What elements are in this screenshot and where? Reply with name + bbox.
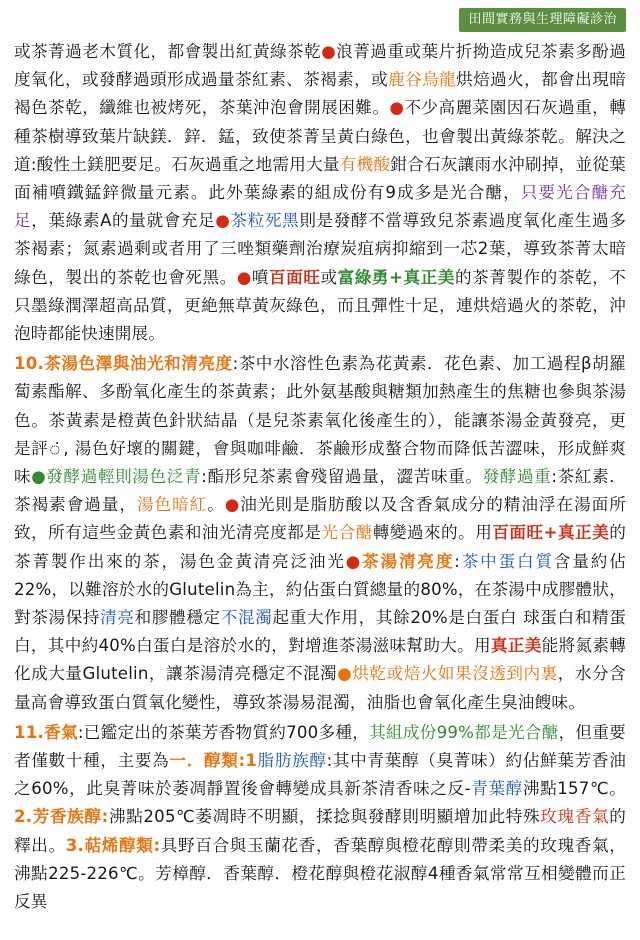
text-run: 10.	[14, 354, 44, 374]
text-run: 白，其中約40%白蛋白是溶於水的，對增進茶湯滋味幫助大。用	[14, 636, 491, 656]
text-run: 過度氧化，或發酵過頭形成過量茶紅素、茶褐素，或	[14, 42, 626, 90]
text-run: 茶粒死黑	[230, 211, 300, 231]
text-run: 起重大作用，其餘20%是白蛋白 球蛋白和精蛋	[272, 608, 627, 628]
text-run: 湯色暗紅	[136, 495, 208, 515]
text-run: ●	[321, 42, 337, 61]
text-run: 茶紅素．茶褐素會過量，	[14, 467, 626, 515]
text-run: 只要	[520, 183, 557, 203]
text-run: 具野百合與玉蘭花香，香葉醇與橙花醇則帶柔美的玫瑰香氣，沸	[14, 835, 626, 883]
text-run: 沸點205℃萎凋時不明顯，揉捻與發酵則明顯增加此特殊	[108, 807, 541, 827]
text-run: 烘焙過火，都會出	[456, 70, 593, 90]
text-run: ，葉綠素A的量就會充足	[31, 211, 216, 231]
text-run: 茶湯清亮度	[362, 551, 455, 571]
text-run: 則是發酵不當導致兒茶素過度氧化	[299, 211, 558, 231]
text-run: 烘乾或焙火如果沒透到内裏	[352, 664, 558, 684]
text-run: 不混濁	[220, 608, 273, 628]
text-run: 油光則是脂肪酸以及含香氣成分的精油浮在	[240, 495, 575, 515]
text-run: 現暗褐色茶乾，纖維也被烤死，茶葉沖泡會開展困難。	[14, 70, 626, 118]
text-run: 茶中蛋白質	[460, 551, 554, 571]
text-run: 或	[320, 267, 338, 287]
text-run: 或茶菁過老木質化，都會製出紅黃綠茶乾	[14, 42, 322, 61]
text-run: ●	[224, 495, 241, 515]
text-run: ，水分含	[557, 664, 626, 684]
text-run: 湯面所致，所有這些金黃色素和油光清亮度都是	[14, 495, 626, 543]
text-run: ●	[337, 664, 353, 684]
text-run: 者僅數十種，主要為	[14, 751, 170, 771]
text-run: 11.	[14, 722, 44, 742]
text-run: 產生過多茶褐素；氮素過剩或者用了三唑類藥劑治療炭疽病抑縮到一芯2葉，導致	[14, 211, 626, 259]
text-run: 成鮮爽味	[14, 438, 626, 487]
text-run: 重，轉種茶樹導致葉片缺鎂．鋅．錳，致使茶菁呈黃白綠色，也會製出黃綠茶乾。	[14, 98, 626, 146]
text-run: 的茶菁製作出來的茶，湯色金黃清亮泛油光	[14, 523, 626, 571]
text-run: 2.芳香族醇:	[14, 807, 109, 827]
text-run: 化成大量Glutelin，讓茶湯清亮穩定不混濁	[14, 664, 338, 684]
text-run: 量高會導致蛋白質氧化變性，導致茶湯易混濁，油脂也會氧化產生臭油餿味。	[14, 692, 585, 712]
text-run: 能將氮素轉	[541, 636, 627, 656]
text-run: 掉，並從葉面補噴鐵錳鋅微量元素。此外葉綠素的組成份有9成多是光合醣，	[14, 154, 626, 203]
text-run: 含量約	[553, 551, 610, 571]
text-run: 的釋	[14, 807, 626, 855]
text-run: 和膠體穩定	[134, 608, 221, 628]
text-run: :	[454, 551, 461, 571]
text-run: ●	[345, 551, 363, 571]
text-run: 出。	[31, 835, 66, 855]
text-run: 百面旺	[269, 267, 321, 287]
paragraph-2	[14, 350, 626, 717]
text-run: 胡羅蔔素酯解、多酚氧化產生的茶黃素；此外氨基酸與糖類加熱產生的焦糖也參	[14, 354, 626, 402]
text-run: 與茶湯色。茶黃素是橙黃色針狀結晶（是兒茶素氧化後產生的），能讓茶湯金黃	[14, 382, 626, 430]
text-run: 光合醣充足	[14, 183, 626, 231]
text-run: ●	[236, 267, 252, 287]
text-run: 噴	[251, 267, 270, 287]
text-run: 佔22%，以難溶於水的Glutelin為主，約佔蛋白質總量的80%，在茶湯中成膠體狀，	[14, 551, 627, 599]
text-run: 。	[207, 495, 225, 515]
text-run: :	[551, 467, 558, 487]
paragraph-1	[14, 38, 626, 348]
text-run: :已鑑定出的茶葉芳香物質約700多種，	[77, 722, 370, 742]
text-run: 清亮	[100, 608, 135, 628]
text-run: 3.萜烯醇類:	[65, 835, 161, 855]
text-run: 茶菁太暗綠色，製出的茶乾也會死黑。	[14, 239, 626, 287]
text-run: 轉變過來的。用	[372, 523, 493, 543]
text-run: 鉗合石灰讓雨水沖刷	[390, 154, 542, 174]
text-run: 發酵過輕則湯色泛青	[46, 467, 202, 487]
paragraph-3	[14, 719, 626, 916]
text-run: 茶湯色澤與油光和清亮度	[44, 354, 233, 374]
text-run: 的茶菁製作的	[454, 267, 558, 287]
text-run: 發酵過重	[482, 467, 552, 487]
text-run: 發亮，更是評், 湯色好壞的關鍵，會與咖啡鹼．茶鹼形成螯合物而降低苦澀味，形	[14, 410, 626, 458]
text-run: ●	[389, 98, 405, 118]
text-run: ，但重要	[558, 722, 626, 742]
text-run: ●	[31, 467, 47, 487]
text-run: 其組成份99%都是光合醣	[369, 722, 559, 742]
text-run: 沸點157℃。	[522, 779, 627, 799]
text-run: 光合醣	[321, 523, 373, 543]
text-run: 浪菁過重或葉片折拗造成兒茶素多酚	[336, 42, 610, 61]
text-run: ●	[215, 211, 231, 231]
text-run: 脂肪族醇	[257, 751, 327, 771]
text-run: :酯形兒茶素會殘留過量，澀苦味重。	[201, 467, 483, 487]
text-run: 鹿谷烏龍	[388, 70, 457, 90]
header-badge: 田間實務與生理障礙診治	[459, 8, 626, 32]
text-run: 點225-226℃。芳樟醇．香葉醇．橙花醇與橙花淑醇4種香氣常常互相變體而正反異	[14, 863, 627, 912]
text-run: 青葉醇	[470, 779, 523, 799]
text-run: 真正美	[490, 636, 542, 656]
text-run: 香氣	[44, 722, 78, 742]
text-run: 正美	[575, 523, 610, 543]
text-run: 玫瑰香氣	[540, 807, 610, 827]
text-run: 百面旺+真	[492, 523, 576, 543]
text-run: 有機酸	[339, 154, 391, 174]
text-run: 富綠勇+真正美	[337, 267, 455, 287]
text-run: 對茶湯保持	[14, 608, 101, 628]
text-run: 解決之道:酸性土鎂肥要足。石灰過重之地需用大量	[14, 126, 626, 174]
text-run: 油之60%，此臭菁味於萎凋靜置後會轉變成具新茶清香味之反-	[14, 751, 626, 799]
text-run: 一．醇類:1	[169, 751, 258, 771]
text-run: 茶乾，不只墨綠潤澤超高品質，更絶無草黃灰綠色，而且彈性十足，連烘焙過火	[14, 267, 627, 315]
text-run: 不少高麗菜園因石灰過	[404, 98, 576, 118]
text-run: 的茶乾，沖泡時都能快速開展。	[14, 295, 627, 344]
text-run: :其中青葉醇（臭菁味）約佔鮮葉芳香	[326, 751, 610, 771]
text-run: :茶中水溶性色素為花黃素．花色素、加工過程β	[232, 354, 592, 374]
document-body	[14, 38, 626, 916]
